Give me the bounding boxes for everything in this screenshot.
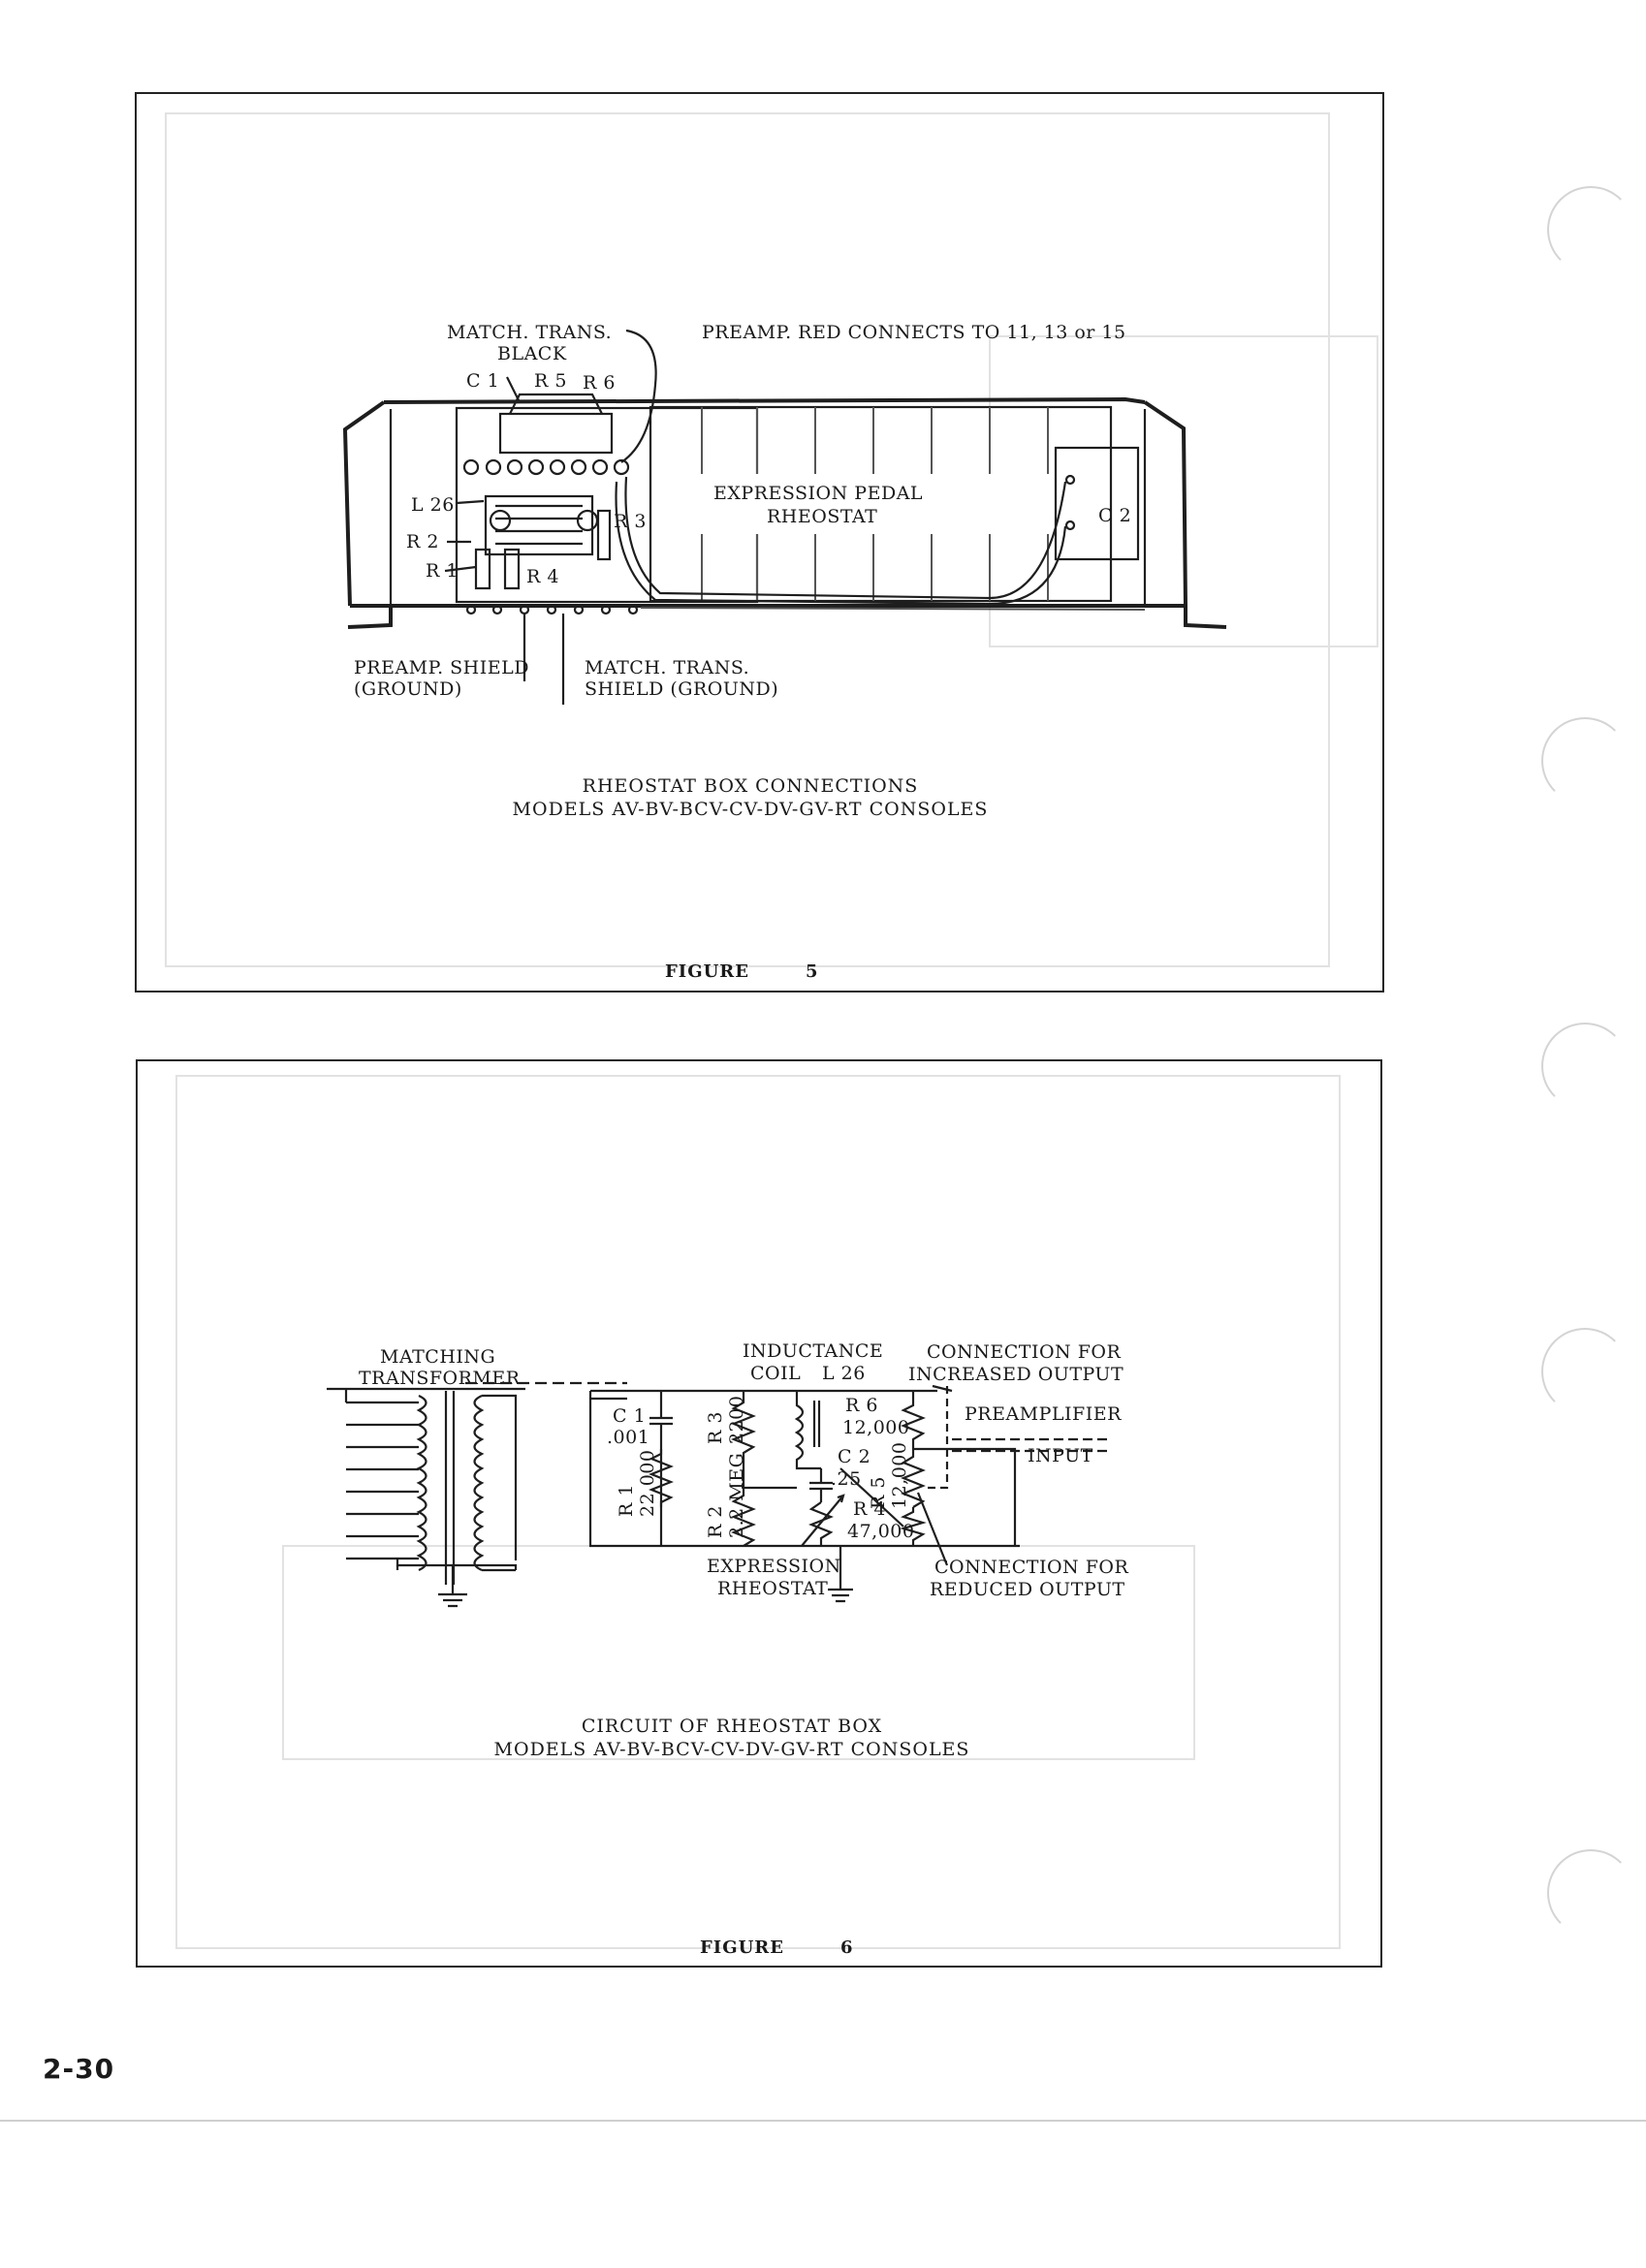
figure-6-panel [136, 1059, 1382, 1968]
figure6-caption-2: MODELS AV-BV-BCV-CV-DV-GV-RT CONSOLES [493, 1739, 970, 1760]
label-l26: L 26 [411, 494, 455, 516]
capacitor-block-top [510, 394, 602, 414]
figure5-caption-2: MODELS AV-BV-BCV-CV-DV-GV-RT CONSOLES [512, 799, 989, 820]
secondary-leads [482, 1396, 516, 1570]
label-l26: L 26 [822, 1363, 866, 1384]
capacitor-block-c1 [500, 414, 612, 453]
label-r1: R 1 [426, 560, 459, 582]
label-conn-inc-1: CONNECTION FOR [927, 1341, 1122, 1363]
preamp-input-line [952, 1449, 1015, 1546]
label-inductance-1: INDUCTANCE [743, 1340, 884, 1362]
capacitor-c2 [809, 1468, 833, 1502]
label-r3: R 3 [705, 1411, 726, 1444]
label-r2-val: 2.2 MEG [726, 1452, 747, 1538]
punch-hole-2 [1541, 717, 1629, 804]
ground-symbol-main [828, 1590, 853, 1601]
label-r5-val: 12,000 [889, 1441, 910, 1509]
figure6-number: 6 [840, 1937, 854, 1958]
label-conn-red-2: REDUCED OUTPUT [930, 1579, 1125, 1600]
label-r4-val: 47,000 [847, 1521, 915, 1542]
label-c1-val: .001 [607, 1427, 650, 1448]
label-expr-2: RHEOSTAT [717, 1578, 829, 1599]
label-match-trans-black-1: MATCH. TRANS. [447, 322, 613, 343]
label-inductance-2: COIL [750, 1363, 802, 1384]
label-preamp-red: PREAMP. RED CONNECTS TO 11, 13 or 15 [702, 322, 1126, 343]
punch-hole-3 [1541, 1023, 1629, 1110]
label-r5: R 5 [534, 370, 567, 392]
label-c1: C 1 [613, 1405, 647, 1427]
label-c2-val: .25 [831, 1468, 862, 1490]
scan-edge-line [0, 2120, 1646, 2122]
resistor-r3-body [598, 511, 610, 559]
figure5-caption-1: RHEOSTAT BOX CONNECTIONS [582, 775, 919, 797]
label-preamplifier: PREAMPLIFIER [965, 1403, 1122, 1425]
figure6-caption-1: CIRCUIT OF RHEOSTAT BOX [581, 1716, 883, 1737]
label-r4: R 4 [526, 566, 559, 587]
punch-hole-4 [1541, 1328, 1629, 1415]
leader-l26 [457, 501, 484, 503]
rheostat-label-1: EXPRESSION PEDAL [713, 483, 924, 504]
label-r4: R 4 [853, 1498, 886, 1520]
label-preamp-shield-2: (GROUND) [354, 678, 462, 700]
coil-screw-left [491, 511, 510, 530]
transformer-bottom-frame [397, 1559, 516, 1570]
transformer-secondary-winding [475, 1396, 483, 1570]
label-r6-val: 12,000 [842, 1417, 910, 1438]
coil-screw-right [578, 511, 597, 530]
label-r3: R 3 [614, 511, 647, 532]
inductor-core [814, 1401, 819, 1447]
chassis-right-flange [1145, 402, 1186, 606]
c2-terminal-2 [1066, 521, 1074, 529]
label-matching-2: TRANSFORMER [359, 1368, 521, 1389]
label-conn-inc-2: INCREASED OUTPUT [908, 1364, 1124, 1385]
wire-bundle [641, 608, 1145, 610]
label-r6: R 6 [845, 1395, 878, 1416]
leader-conn-red [918, 1493, 947, 1565]
figure5-word: FIGURE [665, 961, 749, 982]
label-r6: R 6 [583, 372, 616, 394]
label-conn-red-1: CONNECTION FOR [934, 1557, 1129, 1578]
label-r1: R 1 [616, 1484, 637, 1517]
transformer-primary-winding [419, 1396, 427, 1570]
label-input: INPUT [1028, 1445, 1093, 1466]
label-r1-val: 22,000 [637, 1449, 658, 1517]
punch-hole-1 [1547, 186, 1634, 273]
inductor-l26 [797, 1391, 821, 1468]
ground-symbol-transformer [438, 1594, 467, 1606]
rheostat-label-2: RHEOSTAT [767, 506, 878, 527]
label-r2: R 2 [705, 1505, 726, 1538]
chassis-left-flange [345, 402, 384, 606]
label-c2: C 2 [1098, 505, 1132, 526]
label-r3-val: 2200 [726, 1395, 747, 1444]
transformer-primary-leads [346, 1402, 419, 1559]
label-preamp-shield-1: PREAMP. SHIELD [354, 657, 529, 678]
bleed-through-frame [176, 1076, 1340, 1948]
label-c1: C 1 [466, 370, 500, 392]
label-match-shield-2: SHIELD (GROUND) [585, 678, 779, 700]
label-matching-1: MATCHING [380, 1346, 496, 1368]
page-number: 2-30 [43, 2053, 115, 2085]
bleed-through-frame [166, 113, 1329, 966]
figure-5-panel [135, 92, 1384, 992]
ground-leaders [524, 614, 563, 705]
label-r2: R 2 [406, 531, 439, 552]
c2-terminal-1 [1066, 476, 1074, 484]
terminal-row [464, 460, 628, 474]
rheostat-box-circuit-schematic [138, 1061, 1380, 1966]
label-c2: C 2 [838, 1446, 871, 1467]
capacitor-c2-box [1056, 448, 1138, 559]
transformer-core [446, 1391, 454, 1585]
increased-output-jumper [923, 1386, 947, 1488]
label-match-shield-1: MATCH. TRANS. [585, 657, 750, 678]
label-expr-1: EXPRESSION [707, 1556, 841, 1577]
rheostat-box-connections-diagram [137, 94, 1382, 991]
chassis-top [384, 399, 1145, 402]
figure6-word: FIGURE [700, 1937, 784, 1958]
punch-hole-5 [1547, 1849, 1634, 1937]
label-r5: R 5 [868, 1476, 889, 1509]
figure5-number: 5 [806, 961, 819, 982]
label-match-trans-black-2: BLACK [497, 343, 567, 364]
